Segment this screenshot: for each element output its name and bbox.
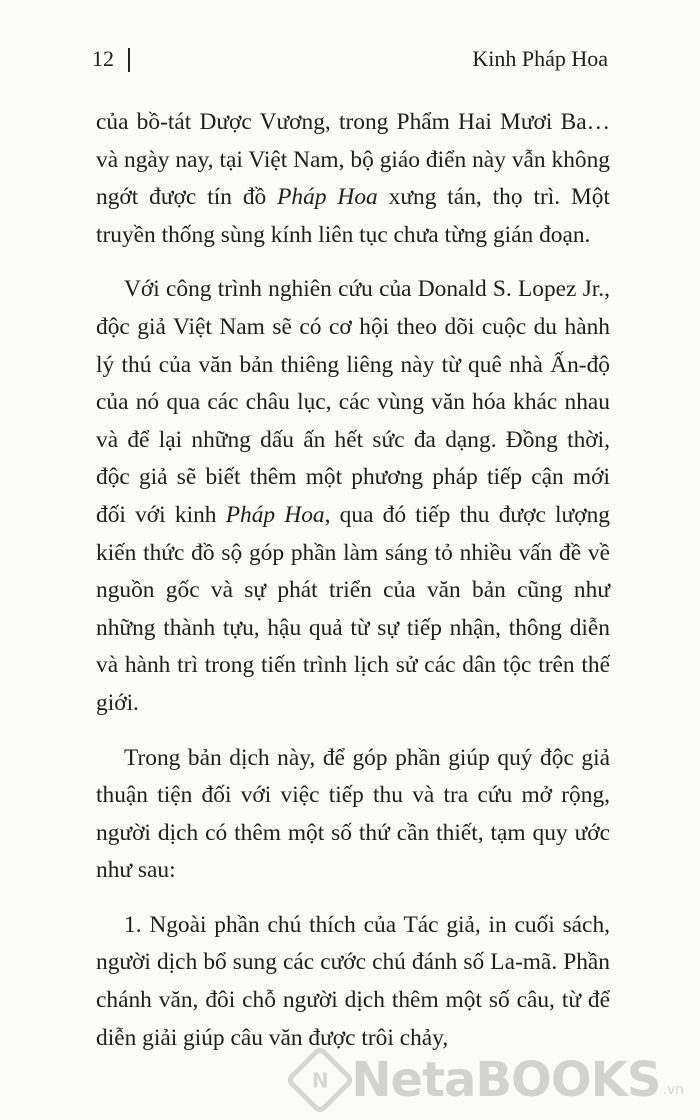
watermark: [295, 1052, 684, 1108]
paragraph-2-italic-term: Pháp Hoa: [225, 501, 325, 528]
watermark-text: NetaBOOKS: [351, 1052, 661, 1108]
paragraph-2: [96, 271, 610, 722]
page-header: [92, 46, 608, 76]
watermark-tld: .vn: [662, 1082, 684, 1098]
paragraph-3: Trong bản dịch này, để góp phần giúp quý độc giả thuận tiện đối với việc tiếp thu và tra cứu mở rộng, người dịch có thêm một số thứ cần thiết, tạm quy ước như sau:: [96, 744, 610, 884]
paragraph-1-text-a: của bồ-tát Dược Vương, trong Phẩm Hai Mươi Ba… và ngày nay, tại Việt Nam, bộ giáo điển này vẫn không ngớt được tín đồ: [96, 109, 610, 211]
page-body: [96, 104, 610, 1057]
paragraph-1-text-b: xưng tán, thọ trì. Một truyền thống sùng kính liên tục chưa từng gián đoạn.: [96, 184, 610, 248]
paragraph-4: 1. Ngoài phần chú thích của Tác giả, in cuối sách, người dịch bổ sung các cước chú đánh số La-mã. Phần chánh văn, đôi chỗ người dịch thêm một số câu, từ để diễn giải giúp câu văn được trôi chảy,: [96, 911, 610, 1051]
page-number: 12: [92, 46, 114, 71]
paragraph-2-text-a: Với công trình nghiên cứu của Donald S. Lopez Jr., độc giả Việt Nam sẽ có cơ hội theo dõi cuộc du hành lý thú của văn bản thiêng liêng này từ quê nhà Ấn-độ của nó qua các châu lục, các vùng văn hóa khác nhau và để lại những dấu ấn hết sức đa dạng. Đồng thời, độc giả sẽ biết thêm một phương pháp tiếp cận mới đối với kinh: [96, 276, 610, 528]
running-title: Kinh Pháp Hoa: [472, 46, 608, 71]
netabooks-logo-icon: N: [285, 1045, 356, 1116]
paragraph-1: [96, 104, 610, 254]
paragraph-2-text-b: , qua đó tiếp thu được lượng kiến thức đồ sộ góp phần làm sáng tỏ nhiều vấn đề về nguồn gốc và sự phát triển của văn bản cũng như những thành tựu, hậu quả từ sự tiếp nhận, thông diễn và hành trì trong tiến trình lịch sử các dân tộc trên thế giới.: [96, 501, 610, 716]
paragraph-1-italic-term: Pháp Hoa: [277, 184, 378, 211]
header-divider: [128, 48, 130, 72]
